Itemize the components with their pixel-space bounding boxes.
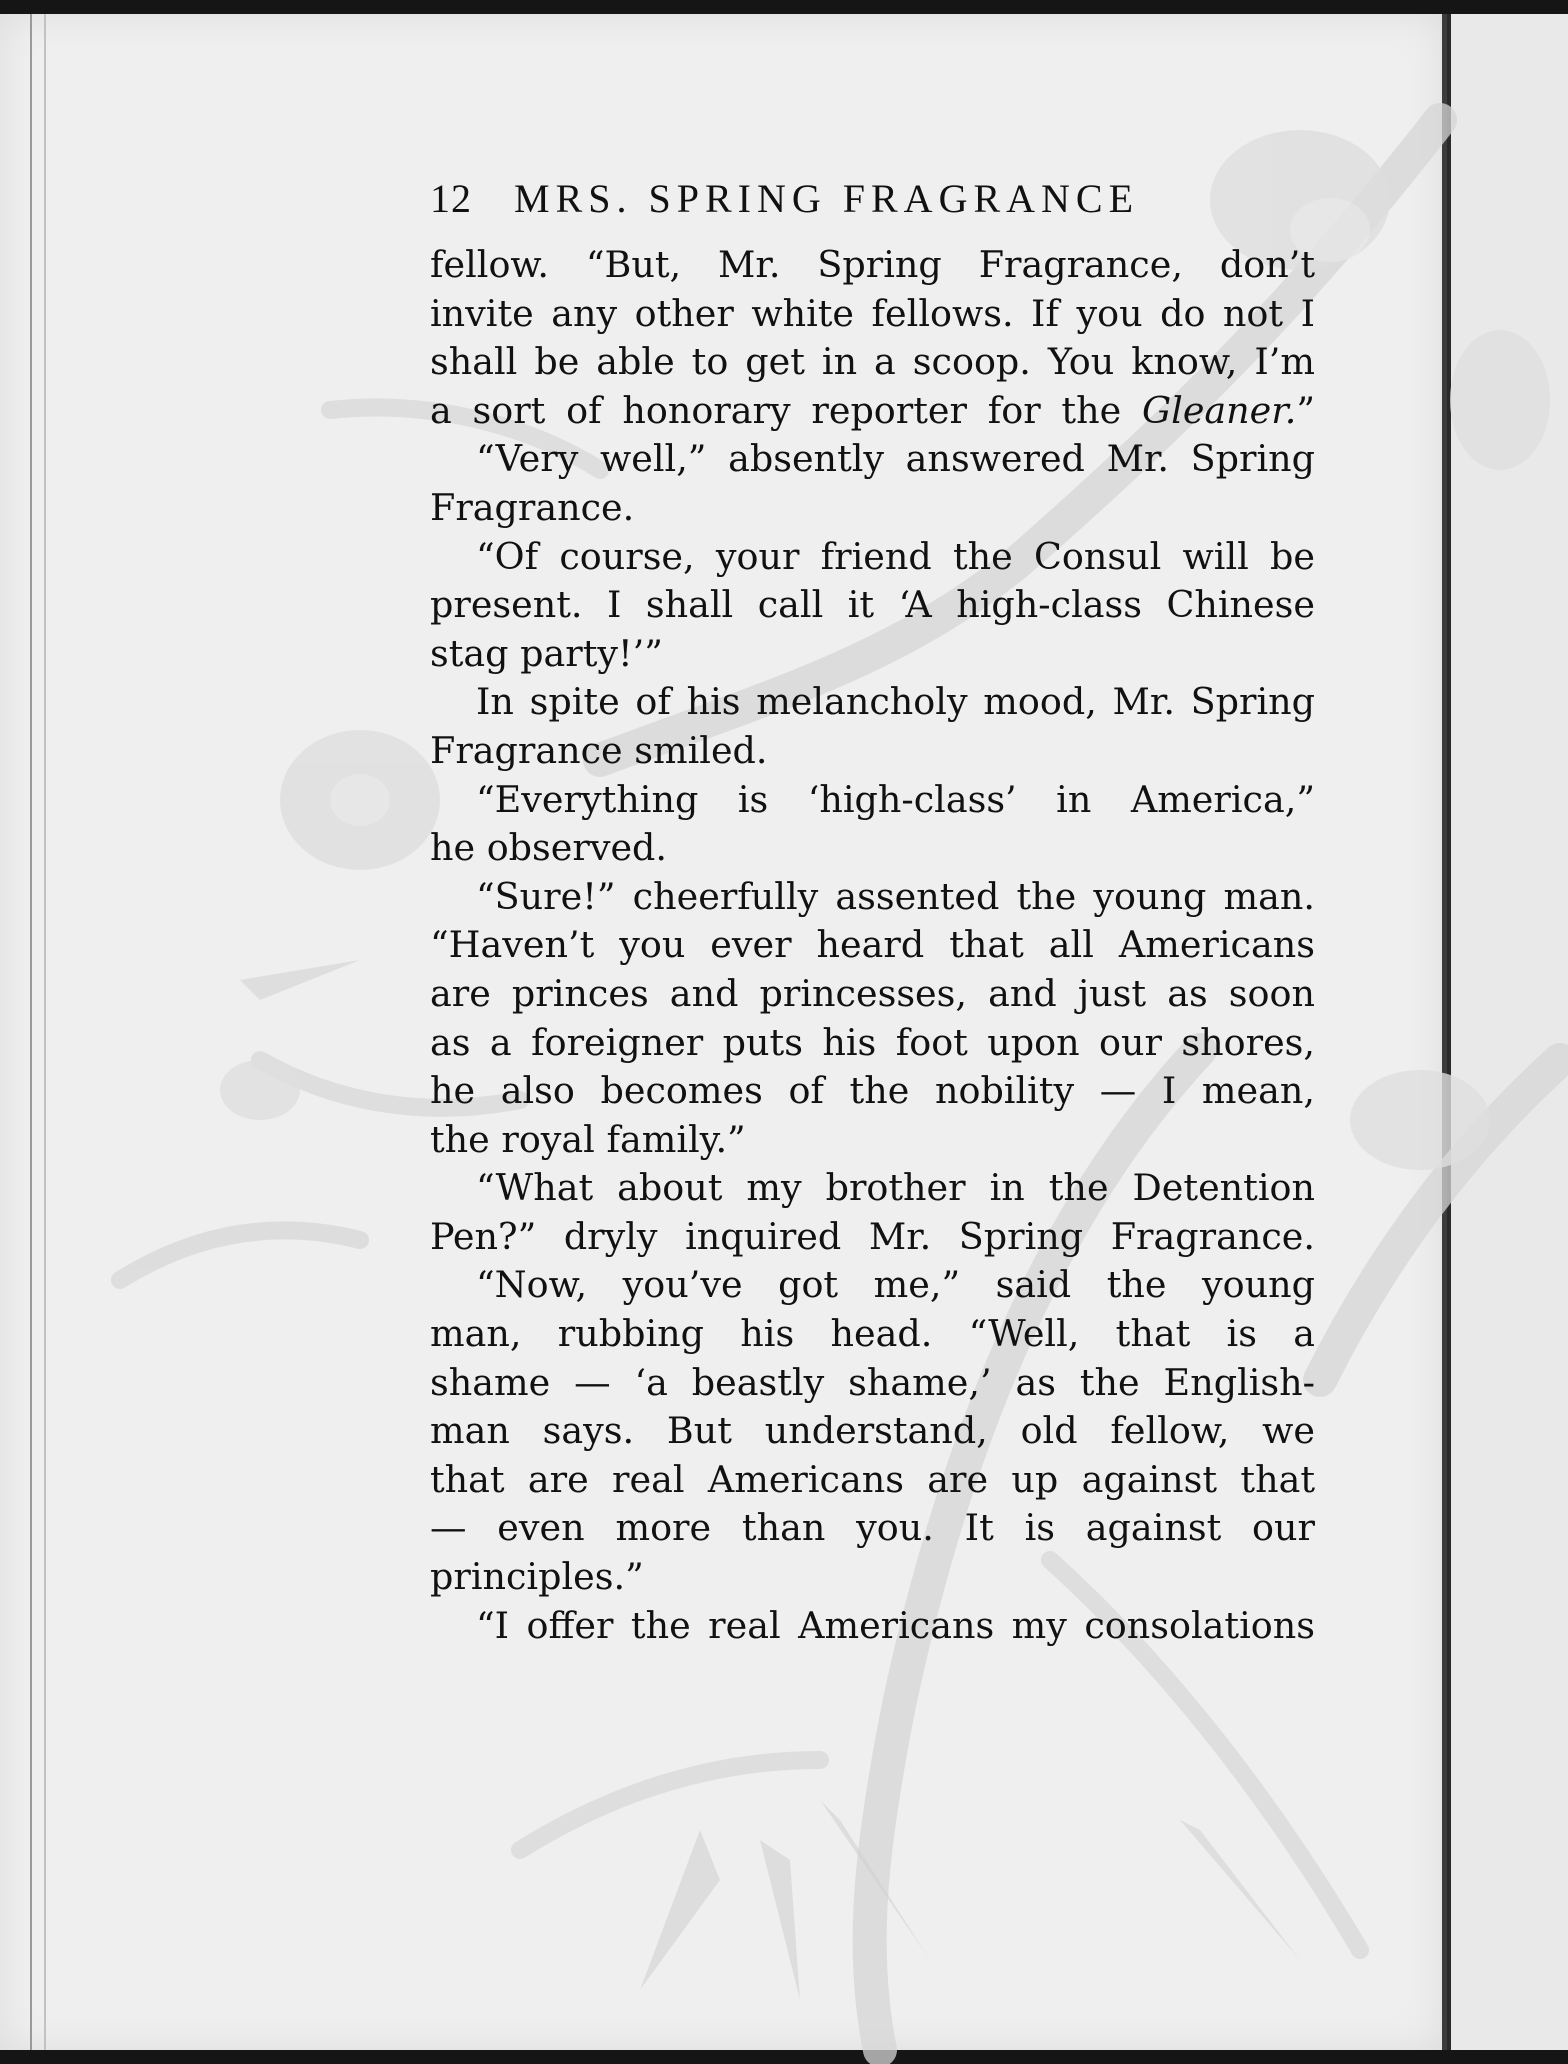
running-head-title: MRS. SPRING FRAGRANCE [514, 176, 1140, 221]
text-line: Pen?” dryly inquired Mr. Spring Fragrance. [430, 1214, 1315, 1258]
leaf-shape [240, 960, 360, 1000]
text-line: “Now, you’ve got me,” said the young [476, 1263, 1315, 1307]
text-line: Fragrance. [430, 485, 635, 529]
text-line: — even more than you. It is against our [430, 1506, 1315, 1550]
text-line: are princes and princesses, and just as soon [430, 971, 1315, 1015]
text-line: present. I shall call it ‘A high-class Chinese [430, 583, 1315, 627]
text-line: shame — ‘a beastly shame,’ as the English- [430, 1360, 1315, 1404]
text-line: man says. But understand, old fellow, we [430, 1409, 1315, 1453]
text-line: “Sure!” cheerfully assented the young man. [476, 874, 1315, 918]
text-line [430, 387, 1315, 436]
text-line: shall be able to get in a scoop. You know, I’m [430, 340, 1315, 384]
text-line: that are real Americans are up against that [430, 1457, 1315, 1501]
text-line: invite any other white fellows. If you do not I [430, 291, 1315, 335]
leaf-shape [640, 1830, 720, 1990]
text-line: man, rubbing his head. “Well, that is a [430, 1312, 1315, 1356]
text-line: he observed. [430, 826, 668, 870]
blossom-shape [1350, 1070, 1490, 1170]
text-line: “Very well,” absently answered Mr. Spring [476, 437, 1315, 481]
running-header [430, 175, 1315, 235]
text-line: “Everything is ‘high-class’ in America,” [476, 777, 1315, 821]
blossom-shape [220, 1060, 300, 1120]
text-line: he also becomes of the nobility — I mean, [430, 1069, 1315, 1113]
text-line: stag party!’” [430, 631, 663, 675]
body-text [430, 241, 1315, 1650]
page-number: 12 [430, 176, 472, 221]
text-line: as a foreigner puts his foot upon our shores, [430, 1020, 1315, 1064]
text-line: “What about my brother in the Detention [476, 1166, 1315, 1210]
text-line: “Haven’t you ever heard that all Americans [430, 923, 1315, 967]
text-line: Fragrance smiled. [430, 728, 768, 772]
leaf-shape [760, 1840, 800, 2000]
newspaper-title: Gleaner. [1141, 388, 1297, 432]
twig-shape [520, 1760, 820, 1850]
text-line: “Of course, your friend the Consul will be [476, 534, 1315, 578]
text-line: principles.” [430, 1555, 644, 1599]
text-line: the royal family.” [430, 1117, 746, 1161]
text-line: “I offer the real Americans my consolations [476, 1603, 1315, 1647]
blossom-shape [330, 774, 390, 826]
text-line: fellow. “But, Mr. Spring Fragrance, don’t [430, 243, 1315, 286]
text-block [430, 175, 1315, 1650]
text-segment: a sort of honorary reporter for the [430, 388, 1142, 432]
twig-shape [120, 1230, 360, 1280]
blossom-shape [1450, 330, 1550, 470]
text-segment: ” [1296, 388, 1315, 432]
text-line: In spite of his melancholy mood, Mr. Spring [476, 680, 1315, 724]
